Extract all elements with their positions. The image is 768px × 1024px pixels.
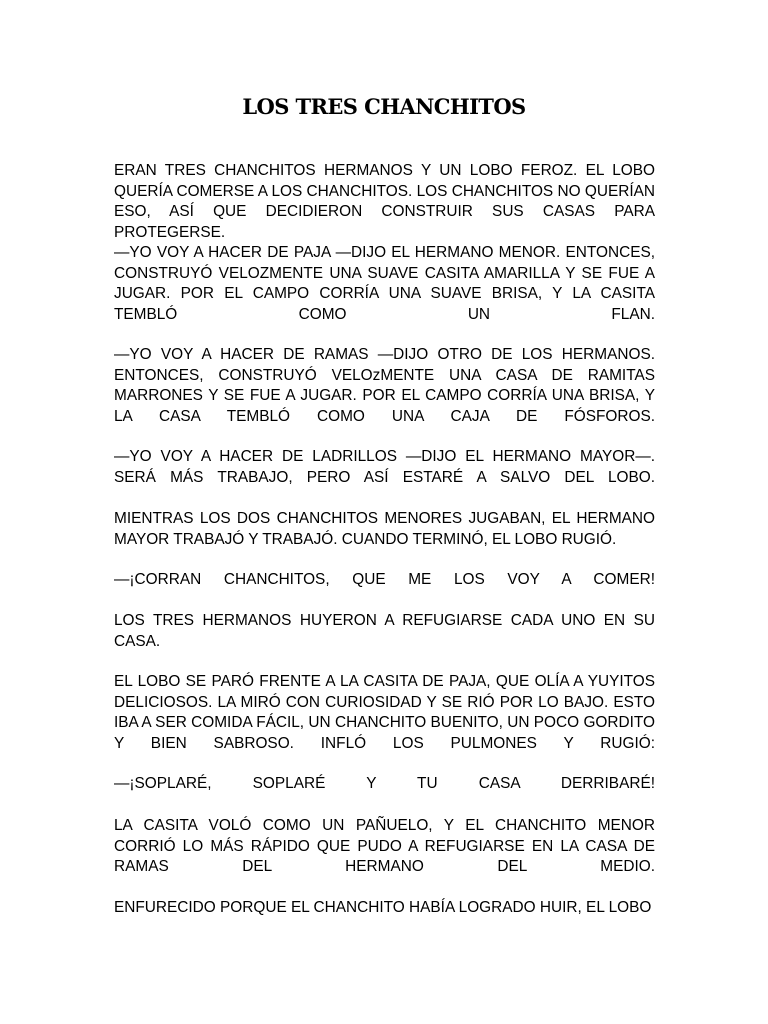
story-paragraph: —YO VOY A HACER DE LADRILLOS —DIJO EL HERMANO MAYOR—. SERÁ MÁS TRABAJO, PERO ASÍ ESTARÉ A SALVO DEL LOBO. — [114, 448, 655, 486]
story-paragraph: —¡CORRAN CHANCHITOS, QUE ME LOS VOY A COMER! — [114, 571, 655, 588]
story-paragraph: MIENTRAS LOS DOS CHANCHITOS MENORES JUGABAN, EL HERMANO MAYOR TRABAJÓ Y TRABAJÓ. CUANDO TERMINÓ, EL LOBO RUGIÓ. — [114, 510, 655, 548]
story-paragraph: ERAN TRES CHANCHITOS HERMANOS Y UN LOBO FEROZ. EL LOBO QUERÍA COMERSE A LOS CHANCHITOS. LOS CHANCHITOS NO QUERÍAN ESO, ASÍ QUE DECIDIERON CONSTRUIR SUS CASAS PARA PROTEGERSE. — [114, 162, 655, 241]
document-title: LOS TRES CHANCHITOS — [242, 94, 526, 119]
story-paragraph: ENFURECIDO PORQUE EL CHANCHITO HABÍA LOGRADO HUIR, EL LOBO — [114, 899, 652, 916]
story-paragraph: LA CASITA VOLÓ COMO UN PAÑUELO, Y EL CHANCHITO MENOR CORRIÓ LO MÁS RÁPIDO QUE PUDO A REFUGIARSE EN LA CASA DE RAMAS DEL HERMANO DEL MEDIO. — [114, 817, 655, 876]
story-paragraph: EL LOBO SE PARÓ FRENTE A LA CASITA DE PAJA, QUE OLÍA A YUYITOS DELICIOSOS. LA MIRÓ CON CURIOSIDAD Y SE RIÓ POR LO BAJO. ESTO IBA A SER COMIDA FÁCIL, UN CHANCHITO BUENITO, UN POCO GORDITO Y BIEN SABROSO. INFLÓ LOS PULMONES Y RUGIÓ: — [114, 673, 655, 752]
story-paragraph: —YO VOY A HACER DE RAMAS —DIJO OTRO DE LOS HERMANOS. ENTONCES, CONSTRUYÓ VELOzMENTE UNA CASA DE RAMITAS MARRONES Y SE FUE A JUGAR. POR EL CAMPO CORRÍA UNA BRISA, Y LA CASA TEMBLÓ COMO UNA CAJA DE FÓSFOROS. — [114, 346, 655, 425]
story-paragraph: —YO VOY A HACER DE PAJA —DIJO EL HERMANO MENOR. ENTONCES, CONSTRUYÓ VELOZMENTE UNA SUAVE CASITA AMARILLA Y SE FUE A JUGAR. POR EL CAMPO CORRÍA UNA SUAVE BRISA, Y LA CASITA TEMBLÓ COMO UN FLAN. — [114, 244, 655, 323]
story-paragraph: LOS TRES HERMANOS HUYERON A REFUGIARSE CADA UNO EN SU CASA. — [114, 612, 655, 650]
story-paragraph: —¡SOPLARÉ, SOPLARÉ Y TU CASA DERRIBARÉ! — [114, 775, 655, 792]
